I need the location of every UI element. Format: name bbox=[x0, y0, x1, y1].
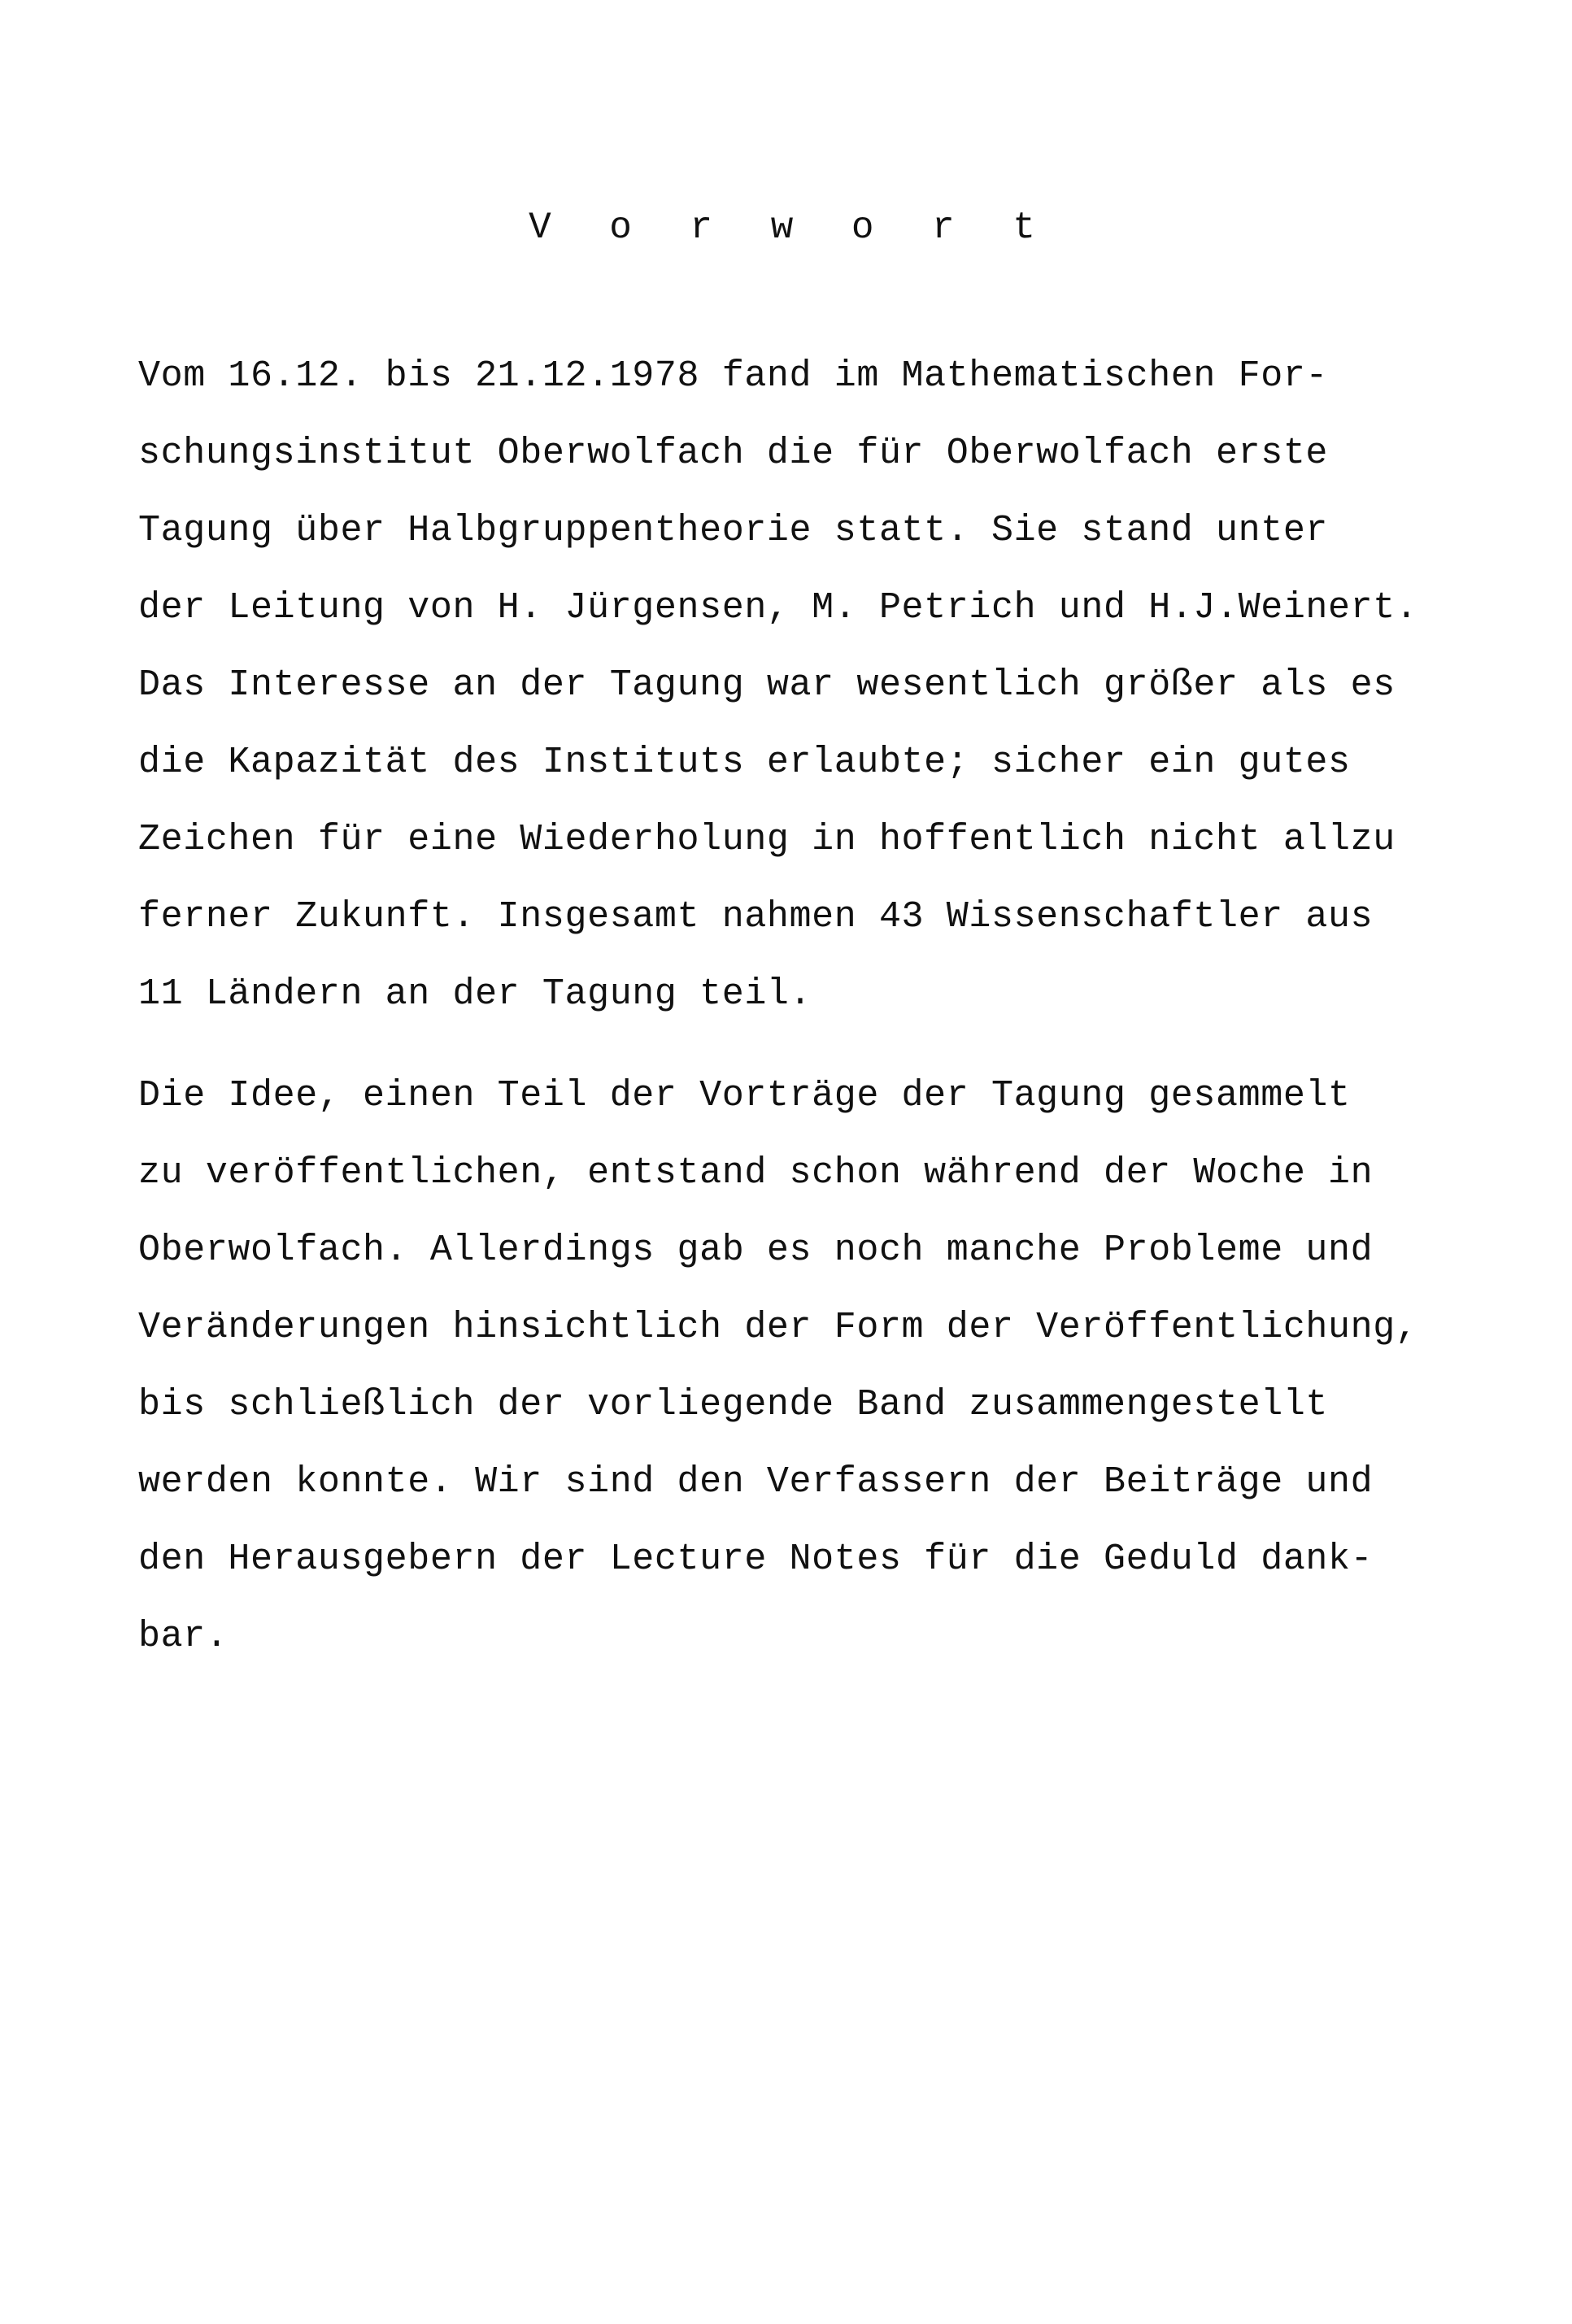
text-line: zu veröffentlichen, entstand schon während der Woche in bbox=[138, 1152, 1374, 1194]
text-line: 11 Ländern an der Tagung teil. bbox=[138, 973, 812, 1015]
text-line: werden konnte. Wir sind den Verfassern der Beiträge und bbox=[138, 1461, 1374, 1503]
text-line: Die Idee, einen Teil der Vorträge der Tagung gesammelt bbox=[138, 1075, 1351, 1116]
text-line: schungsinstitut Oberwolfach die für Oberwolfach erste bbox=[138, 433, 1329, 474]
text-line: ferner Zukunft. Insgesamt nahmen 43 Wissenschaftler aus bbox=[138, 896, 1374, 938]
paragraph-1 bbox=[138, 337, 1521, 1033]
text-line: Tagung über Halbgruppentheorie statt. Sie stand unter bbox=[138, 510, 1329, 551]
text-line: Oberwolfach. Allerdings gab es noch manche Probleme und bbox=[138, 1229, 1374, 1271]
text-line: Das Interesse an der Tagung war wesentlich größer als es bbox=[138, 664, 1396, 706]
text-line: den Herausgebern der Lecture Notes für die Geduld dank- bbox=[138, 1538, 1374, 1580]
text-line: Veränderungen hinsichtlich der Form der Veröffentlichung, bbox=[138, 1307, 1418, 1348]
paragraph-2 bbox=[138, 1057, 1521, 1675]
text-line: bis schließlich der vorliegende Band zusammengestellt bbox=[138, 1384, 1329, 1425]
text-line: Vom 16.12. bis 21.12.1978 fand im Mathematischen For- bbox=[138, 355, 1329, 397]
text-line: Zeichen für eine Wiederholung in hoffentlich nicht allzu bbox=[138, 819, 1396, 860]
text-line: bar. bbox=[138, 1616, 229, 1657]
page-title: V o r w o r t bbox=[529, 207, 1053, 249]
text-line: der Leitung von H. Jürgensen, M. Petrich und H.J.Weinert. bbox=[138, 587, 1418, 629]
text-line: die Kapazität des Instituts erlaubte; sicher ein gutes bbox=[138, 742, 1351, 783]
